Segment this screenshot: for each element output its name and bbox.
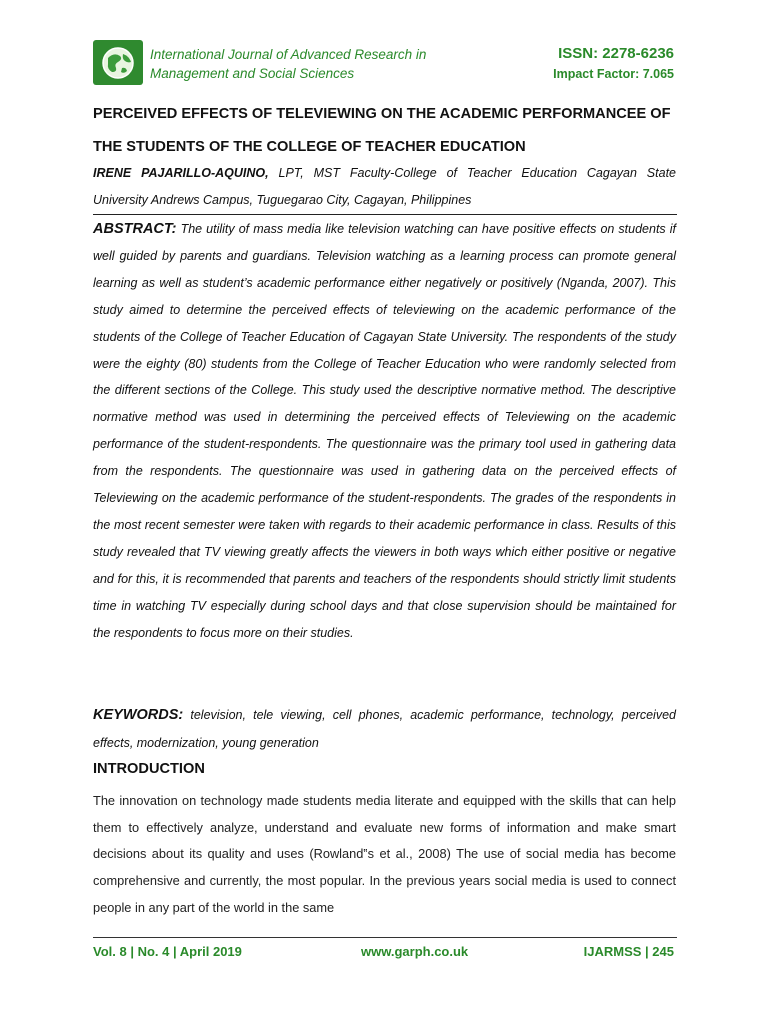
- journal-identifiers: [553, 44, 674, 84]
- abstract-label: ABSTRACT:: [93, 221, 177, 237]
- paper-title: PERCEIVED EFFECTS OF TELEVIEWING ON THE ACADEMIC PERFORMANCEE OF THE STUDENTS OF THE COLLEGE OF TEACHER EDUCATION: [93, 106, 671, 155]
- footer-divider: [93, 937, 677, 938]
- globe-icon: [93, 40, 143, 85]
- keywords-label: KEYWORDS:: [93, 707, 184, 723]
- author-block: [93, 160, 676, 214]
- author-name: IRENE PAJARILLO-AQUINO,: [93, 166, 269, 180]
- divider: [93, 214, 677, 215]
- footer-website: www.garph.co.uk: [361, 944, 469, 959]
- journal-name: [150, 45, 426, 83]
- page-footer: [93, 944, 676, 964]
- footer-page: IJARMSS | 245: [583, 944, 674, 959]
- journal-name-line2: Management and Social Sciences: [150, 66, 355, 81]
- abstract: [93, 216, 676, 647]
- footer-volume: Vol. 8 | No. 4 | April 2019: [93, 944, 242, 959]
- journal-header: [93, 40, 676, 86]
- section-heading-introduction: INTRODUCTION: [93, 761, 205, 777]
- abstract-text: The utility of mass media like television watching can have positive effects on students if well guided by parents and guardians. Television watching as a learning process can promote general learning as well as student’s academic performance either negatively or positively (Nganda, 2007). This study aimed to determine the perceived effects of televiewing on the academic performance of the students of the College of Teacher Education of Cagayan State University. The respondents of the study were the eighty (80) students from the College of Teacher Education who were randomly selected from the different sections of the College. This study used the descriptive normative method. The descriptive normative method was used in determining the perceived effects of Televiewing on the academic performance of the student-respondents. The questionnaire was the primary tool used in gathering data from the respondents. The questionnaire was used in gathering data on the perceived effects of Televiewing on the academic performance of the student-respondents. The grades of the respondents in the most recent semester were taken with regards to their academic performance in class. Results of this study revealed that TV viewing greatly affects the viewers in both ways which either positive or negative and for this, it is recommended that parents and teachers of the respondents should strictly limit students time in watching TV especially during school days and that close supervision should be maintained for the respondents to focus more on their studies.: [93, 222, 676, 640]
- impact-factor: Impact Factor: 7.065: [553, 67, 674, 81]
- journal-name-line1: International Journal of Advanced Research in: [150, 47, 427, 62]
- author-affiliation: LPT, MST Faculty-College of Teacher Education Cagayan State University Andrews Campus, Tuguegarao City, Cagayan, Philippines: [93, 166, 676, 207]
- keywords-text: television, tele viewing, cell phones, academic performance, technology, perceived effects, modernization, young generation: [93, 708, 676, 750]
- keywords: [93, 702, 676, 757]
- issn: ISSN: 2278-6236: [558, 45, 674, 62]
- introduction-text: The innovation on technology made students media literate and equipped with the skills that can help them to effectively analyze, understand and evaluate new forms of information and make smart decisions about its quality and uses (Rowland‟s et al., 2008) The use of social media has become comprehensive and currently, the most popular. In the previous years social media is used to connect people in any part of the world in the same: [93, 793, 676, 915]
